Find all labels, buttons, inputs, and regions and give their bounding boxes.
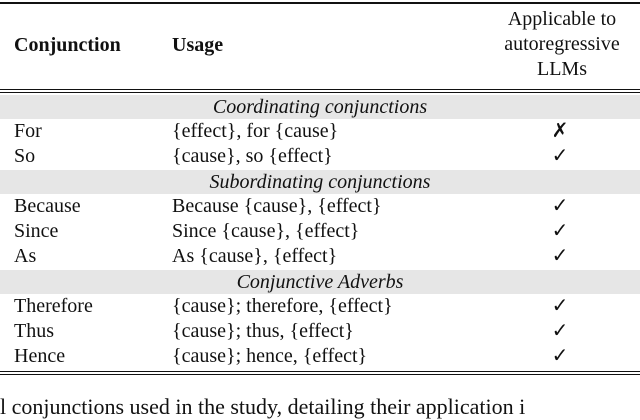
table-header [0, 8, 640, 88]
conjunction-cell: Since [14, 220, 59, 242]
conjunction-cell: So [14, 145, 36, 167]
applicable-mark: ✗ [551, 120, 569, 142]
conjunction-cell: Therefore [14, 295, 93, 317]
header-line: Applicable to [507, 8, 617, 30]
bottom-rule [0, 374, 640, 375]
applicable-mark: ✓ [551, 145, 569, 167]
applicable-mark: ✓ [551, 320, 569, 342]
usage-cell: Because {cause}, {effect} [172, 195, 382, 217]
header-conjunction: Conjunction [14, 34, 121, 56]
group-header: Coordinating conjunctions [0, 95, 640, 119]
conjunction-cell: Because [14, 195, 81, 217]
applicable-mark: ✓ [551, 295, 569, 317]
applicable-mark: ✓ [551, 245, 569, 267]
table-row [0, 344, 640, 369]
usage-cell: {effect}, for {cause} [172, 120, 339, 142]
caption-text: l conjunctions used in the study, detailing their application i [0, 394, 526, 419]
table-row [0, 144, 640, 169]
header-line: autoregressive [504, 33, 620, 55]
table-row [0, 194, 640, 219]
group-header: Conjunctive Adverbs [0, 270, 640, 294]
header-rule [0, 92, 640, 93]
usage-cell: As {cause}, {effect} [172, 245, 338, 267]
top-rule [0, 2, 640, 4]
usage-cell: {cause}; hence, {effect} [172, 345, 368, 367]
conjunction-cell: As [14, 245, 37, 267]
table-row [0, 244, 640, 269]
applicable-mark: ✓ [551, 220, 569, 242]
table-row [0, 119, 640, 144]
header-usage: Usage [172, 34, 224, 56]
header-applicable [470, 7, 640, 82]
table-row [0, 294, 640, 319]
applicable-mark: ✓ [551, 345, 569, 367]
bottom-rule [0, 371, 640, 372]
group-header: Subordinating conjunctions [0, 170, 640, 194]
conjunction-cell: Hence [14, 345, 66, 367]
usage-cell: {cause}; thus, {effect} [172, 320, 354, 342]
usage-cell: {cause}, so {effect} [172, 145, 333, 167]
usage-cell: Since {cause}, {effect} [172, 220, 360, 242]
table-row [0, 219, 640, 244]
header-line: LLMs [537, 58, 587, 80]
table-row [0, 319, 640, 344]
conjunction-cell: Thus [14, 320, 54, 342]
conjunction-cell: For [14, 120, 42, 142]
usage-cell: {cause}; therefore, {effect} [172, 295, 393, 317]
header-rule [0, 89, 640, 90]
applicable-mark: ✓ [551, 195, 569, 217]
